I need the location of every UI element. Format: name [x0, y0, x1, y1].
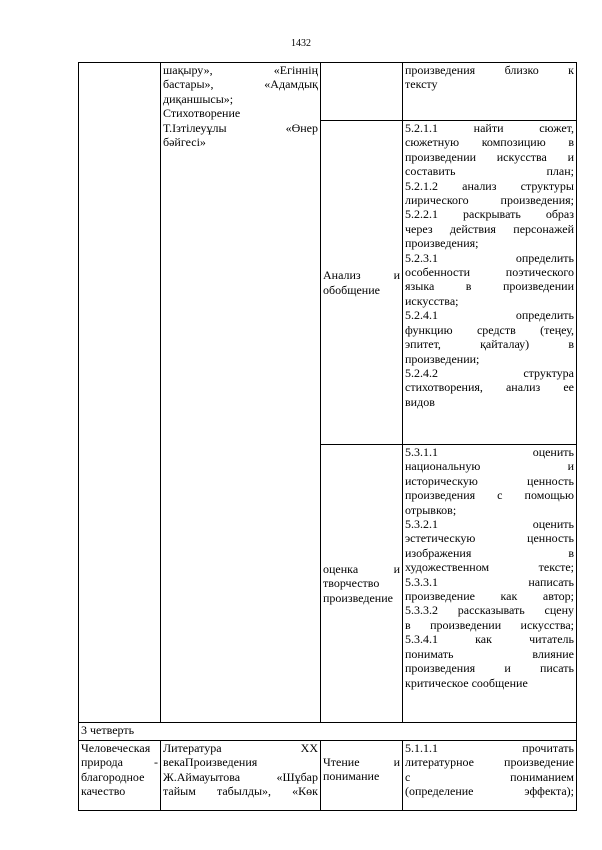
- text-line: благородное: [81, 769, 145, 784]
- text-line: бастары», «Адамдық: [163, 77, 318, 92]
- text-line: 5.3.3.1 написать: [405, 574, 574, 589]
- text-line: изображения в: [405, 545, 574, 560]
- objective-cell: [403, 741, 577, 811]
- text-line: искусства;: [405, 293, 459, 308]
- text-line: историческую ценность: [405, 473, 574, 488]
- text-line: понимание: [323, 769, 380, 784]
- page-number: 1432: [291, 38, 311, 49]
- section-cell: [79, 63, 161, 723]
- text-line: функцию средств (теңеу,: [405, 322, 574, 337]
- quarter-row: [79, 723, 577, 741]
- skill-cell: [321, 63, 403, 121]
- table-row: [79, 741, 577, 811]
- text-line: произведение как автор;: [405, 589, 574, 604]
- text-line: критическое сообщение: [405, 675, 528, 690]
- text-line: векаПроизведения: [163, 755, 258, 770]
- text-line: 5.3.4.1 как читатель: [405, 632, 574, 647]
- text-line: Чтение и: [323, 755, 400, 769]
- text-line: художественном тексте;: [405, 560, 574, 575]
- text-line: тексту: [405, 77, 438, 92]
- text-line: 5.3.2.1 оценить: [405, 517, 574, 532]
- skill-cell: [321, 445, 403, 723]
- text-line: 5.2.3.1 определить: [405, 250, 574, 265]
- section-cell: [79, 741, 161, 811]
- quarter-label: 3 четверть: [79, 723, 577, 741]
- text-line: произведения близко к: [405, 63, 574, 77]
- text-line: понимать влияние: [405, 646, 574, 661]
- text-line: оценка и: [323, 561, 400, 576]
- text-line: произведении;: [405, 351, 480, 366]
- text-line: творчество: [323, 576, 380, 591]
- text-line: эпитет, қайталау) в: [405, 337, 574, 352]
- skill-cell: [321, 121, 403, 445]
- text-line: литературное произведение: [405, 755, 574, 770]
- text-line: произведении искусства и: [405, 149, 574, 164]
- text-line: природа -: [81, 755, 158, 770]
- text-line: отрывков;: [405, 502, 457, 517]
- text-line: произведения с помощью: [405, 488, 574, 503]
- text-line: (определение эффекта);: [405, 784, 574, 799]
- text-line: 5.2.1.2 анализ структуры: [405, 178, 574, 193]
- text-line: Человеческая: [81, 741, 151, 755]
- text-line: составить план;: [405, 164, 574, 179]
- text-line: сюжетную композицию в: [405, 135, 574, 150]
- text-line: произведения;: [405, 236, 479, 251]
- text-line: бәйгесі»: [163, 135, 206, 150]
- skill-cell: [321, 741, 403, 811]
- objective-cell: [403, 63, 577, 121]
- text-line: 5.2.4.1 определить: [405, 308, 574, 323]
- text-line: 5.3.1.1 оценить: [405, 445, 574, 459]
- content-cell: [161, 63, 321, 723]
- text-line: Анализ и: [323, 268, 400, 283]
- text-line: стихотворения, анализ ее: [405, 380, 574, 395]
- text-line: 5.1.1.1 прочитать: [405, 741, 574, 755]
- objective-cell: [403, 121, 577, 445]
- curriculum-table: [78, 62, 577, 811]
- text-line: 5.3.3.2 рассказывать сцену: [405, 603, 574, 618]
- table-row: [79, 63, 577, 121]
- text-line: лирического произведения;: [405, 193, 574, 208]
- text-line: 5.2.4.2 структура: [405, 365, 574, 380]
- text-line: видов: [405, 394, 435, 409]
- text-line: Стихотворение: [163, 106, 241, 121]
- text-line: качество: [81, 784, 126, 799]
- text-line: 5.2.2.1 раскрывать образ: [405, 207, 574, 222]
- text-line: эстетическую ценность: [405, 531, 574, 546]
- text-line: шақыру», «Егіннің: [163, 63, 318, 77]
- text-line: диқаншысы»;: [163, 91, 234, 106]
- text-line: языка в произведении: [405, 279, 574, 294]
- text-line: с пониманием: [405, 769, 574, 784]
- text-line: Ж.Аймауытова «Шұбар: [163, 769, 318, 784]
- text-line: Литература ХХ: [163, 741, 318, 755]
- objective-cell: [403, 445, 577, 723]
- text-line: обобщение: [323, 282, 380, 297]
- text-line: произведение: [323, 590, 393, 605]
- text-line: произведения и писать: [405, 661, 574, 676]
- text-line: национальную и: [405, 459, 574, 474]
- content-cell: [161, 741, 321, 811]
- text-line: в произведении искусства;: [405, 617, 574, 632]
- text-line: тайым табылды», «Көк: [163, 784, 318, 799]
- text-line: 5.2.1.1 найти сюжет,: [405, 121, 574, 135]
- text-line: Т.Ізтілеуұлы «Өнер: [163, 120, 318, 135]
- text-line: через действия персонажей: [405, 221, 574, 236]
- text-line: особенности поэтического: [405, 265, 574, 280]
